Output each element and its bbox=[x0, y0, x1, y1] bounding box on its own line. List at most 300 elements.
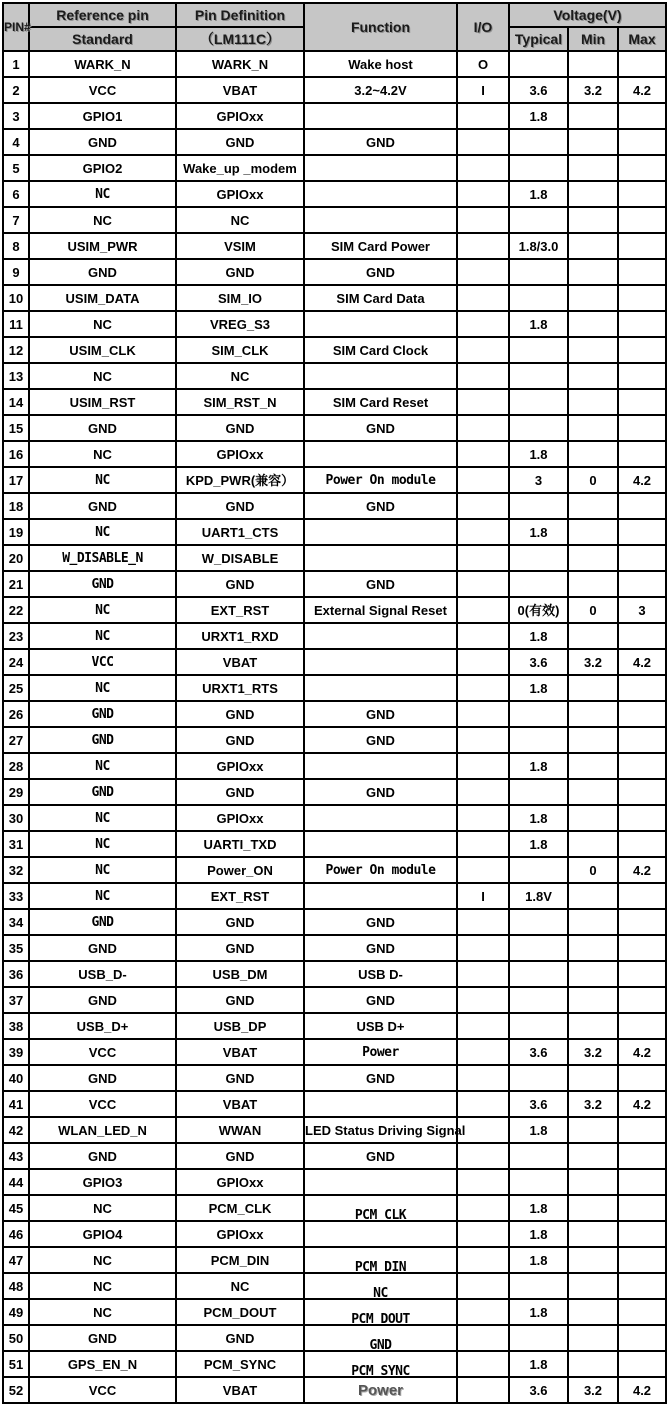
cell-typical bbox=[509, 1325, 568, 1351]
cell-max bbox=[618, 129, 666, 155]
cell-text: 0 bbox=[589, 472, 597, 488]
cell-pin bbox=[3, 1221, 29, 1247]
cell-io bbox=[457, 103, 509, 129]
cell-text: 22 bbox=[8, 602, 24, 618]
cell-def bbox=[176, 415, 304, 441]
header-typical: Typical bbox=[509, 27, 568, 51]
cell-text: PCM_CLK bbox=[354, 1208, 407, 1223]
cell-min bbox=[568, 571, 618, 597]
cell-min bbox=[568, 649, 618, 675]
cell-ref bbox=[29, 571, 176, 597]
cell-max bbox=[618, 1299, 666, 1325]
table-row bbox=[3, 259, 666, 285]
cell-ref bbox=[29, 597, 176, 623]
cell-text: USB D- bbox=[358, 966, 403, 982]
cell-def bbox=[176, 545, 304, 571]
cell-io bbox=[457, 675, 509, 701]
cell-max bbox=[618, 805, 666, 831]
cell-text: VBAT bbox=[222, 82, 258, 98]
cell-max bbox=[618, 363, 666, 389]
cell-text: GND bbox=[88, 1148, 117, 1164]
cell-ref bbox=[29, 259, 176, 285]
cell-text: GPIOxx bbox=[216, 186, 264, 202]
cell-text: GND bbox=[91, 577, 114, 592]
cell-text: Power bbox=[362, 1045, 399, 1060]
cell-text: USB_D+ bbox=[76, 1018, 129, 1034]
cell-max bbox=[618, 233, 666, 259]
cell-typical bbox=[509, 155, 568, 181]
cell-def bbox=[176, 103, 304, 129]
cell-max bbox=[618, 857, 666, 883]
cell-text: NC bbox=[230, 212, 250, 228]
cell-ref bbox=[29, 441, 176, 467]
cell-text: 4 bbox=[12, 134, 20, 150]
cell-text: 43 bbox=[8, 1148, 24, 1164]
cell-text: 47 bbox=[8, 1252, 24, 1268]
cell-typical bbox=[509, 181, 568, 207]
cell-min bbox=[568, 831, 618, 857]
cell-text: GND bbox=[91, 915, 114, 930]
cell-func bbox=[304, 753, 457, 779]
cell-text: GND bbox=[225, 498, 255, 514]
cell-text: NC bbox=[95, 681, 110, 696]
cell-pin bbox=[3, 77, 29, 103]
cell-text: 3.2~4.2V bbox=[354, 82, 407, 98]
cell-text: USB_DM bbox=[212, 966, 268, 982]
cell-ref bbox=[29, 233, 176, 259]
cell-text: GND bbox=[225, 134, 255, 150]
cell-max bbox=[618, 1377, 666, 1403]
cell-text: Power_ON bbox=[207, 862, 273, 878]
cell-pin bbox=[3, 493, 29, 519]
cell-def bbox=[176, 909, 304, 935]
cell-func bbox=[304, 701, 457, 727]
cell-text: 3 bbox=[534, 472, 543, 488]
cell-def bbox=[176, 1351, 304, 1377]
cell-io bbox=[457, 51, 509, 77]
cell-pin bbox=[3, 155, 29, 181]
cell-text: W_DISABLE_N bbox=[62, 551, 143, 566]
cell-max bbox=[618, 1221, 666, 1247]
cell-pin bbox=[3, 571, 29, 597]
cell-func bbox=[304, 987, 457, 1013]
cell-max bbox=[618, 1169, 666, 1195]
cell-text: 1.8 bbox=[529, 836, 548, 852]
cell-io bbox=[457, 649, 509, 675]
cell-def bbox=[176, 155, 304, 181]
cell-max bbox=[618, 987, 666, 1013]
cell-text: 4.2 bbox=[632, 82, 652, 98]
cell-text: GND bbox=[225, 1148, 255, 1164]
table-row bbox=[3, 415, 666, 441]
header-max: Max bbox=[618, 27, 666, 51]
cell-max bbox=[618, 1143, 666, 1169]
cell-text: Power On module bbox=[325, 863, 436, 878]
cell-ref bbox=[29, 1039, 176, 1065]
cell-typical bbox=[509, 935, 568, 961]
cell-pin bbox=[3, 1065, 29, 1091]
table-row bbox=[3, 207, 666, 233]
cell-text: 39 bbox=[8, 1044, 24, 1060]
cell-io bbox=[457, 363, 509, 389]
cell-func bbox=[304, 363, 457, 389]
cell-text: PCM_SYNC bbox=[351, 1364, 410, 1379]
cell-text: NC bbox=[373, 1286, 388, 1301]
cell-max bbox=[618, 389, 666, 415]
cell-text: Power bbox=[357, 1381, 403, 1399]
cell-ref bbox=[29, 727, 176, 753]
cell-min bbox=[568, 285, 618, 311]
cell-pin bbox=[3, 909, 29, 935]
cell-text: PCM_DOUT bbox=[351, 1312, 410, 1327]
cell-text: 44 bbox=[8, 1174, 24, 1190]
cell-text: NC bbox=[95, 473, 110, 488]
cell-typical bbox=[509, 493, 568, 519]
cell-ref bbox=[29, 1091, 176, 1117]
cell-min bbox=[568, 1039, 618, 1065]
cell-text: SIM Card Clock bbox=[332, 342, 429, 358]
cell-pin bbox=[3, 519, 29, 545]
table-row bbox=[3, 1377, 666, 1403]
cell-ref bbox=[29, 1013, 176, 1039]
cell-max bbox=[618, 155, 666, 181]
table-row bbox=[3, 77, 666, 103]
cell-min bbox=[568, 597, 618, 623]
cell-func bbox=[304, 571, 457, 597]
cell-io bbox=[457, 1351, 509, 1377]
cell-ref bbox=[29, 1117, 176, 1143]
cell-text: 49 bbox=[8, 1304, 24, 1320]
cell-pin bbox=[3, 337, 29, 363]
cell-max bbox=[618, 103, 666, 129]
cell-def bbox=[176, 961, 304, 987]
cell-min bbox=[568, 1143, 618, 1169]
table-row bbox=[3, 831, 666, 857]
cell-pin bbox=[3, 1273, 29, 1299]
cell-min bbox=[568, 701, 618, 727]
cell-max bbox=[618, 961, 666, 987]
cell-func bbox=[304, 1065, 457, 1091]
cell-text: GPIO3 bbox=[82, 1174, 123, 1190]
cell-text: GND bbox=[225, 992, 255, 1008]
cell-text: 3.2 bbox=[583, 82, 603, 98]
cell-typical bbox=[509, 987, 568, 1013]
cell-min bbox=[568, 51, 618, 77]
cell-min bbox=[568, 883, 618, 909]
cell-func bbox=[304, 129, 457, 155]
cell-text: GND bbox=[366, 576, 395, 592]
cell-text: NC bbox=[95, 603, 110, 618]
cell-typical bbox=[509, 1169, 568, 1195]
cell-pin bbox=[3, 103, 29, 129]
cell-text: 6 bbox=[12, 186, 20, 202]
table-row bbox=[3, 883, 666, 909]
cell-io bbox=[457, 909, 509, 935]
cell-io bbox=[457, 181, 509, 207]
cell-text: 48 bbox=[8, 1278, 24, 1294]
cell-func bbox=[304, 519, 457, 545]
cell-min bbox=[568, 493, 618, 519]
cell-ref bbox=[29, 805, 176, 831]
cell-text: GND bbox=[225, 420, 255, 436]
cell-text: 40 bbox=[8, 1070, 24, 1086]
cell-pin bbox=[3, 935, 29, 961]
cell-text: 19 bbox=[8, 524, 24, 540]
cell-ref bbox=[29, 623, 176, 649]
cell-text: GPIO4 bbox=[82, 1226, 123, 1242]
cell-text: GND bbox=[225, 732, 255, 748]
cell-def bbox=[176, 1039, 304, 1065]
cell-ref bbox=[29, 1377, 176, 1403]
cell-ref bbox=[29, 493, 176, 519]
cell-ref bbox=[29, 181, 176, 207]
cell-min bbox=[568, 441, 618, 467]
cell-def bbox=[176, 727, 304, 753]
cell-min bbox=[568, 415, 618, 441]
cell-text: NC bbox=[230, 368, 250, 384]
cell-text: NC bbox=[95, 187, 110, 202]
cell-func bbox=[304, 1221, 457, 1247]
table-row bbox=[3, 1143, 666, 1169]
cell-min bbox=[568, 857, 618, 883]
cell-typical bbox=[509, 1221, 568, 1247]
cell-ref bbox=[29, 1247, 176, 1273]
table-row bbox=[3, 649, 666, 675]
cell-text: EXT_RST bbox=[210, 888, 270, 904]
cell-io bbox=[457, 155, 509, 181]
cell-pin bbox=[3, 1169, 29, 1195]
cell-max bbox=[618, 1039, 666, 1065]
cell-def bbox=[176, 233, 304, 259]
cell-pin bbox=[3, 1013, 29, 1039]
cell-text: GND bbox=[366, 1070, 395, 1086]
cell-max bbox=[618, 1065, 666, 1091]
cell-text: NC bbox=[95, 811, 110, 826]
cell-typical bbox=[509, 701, 568, 727]
table-body bbox=[3, 51, 666, 1403]
cell-min bbox=[568, 337, 618, 363]
cell-text: GND bbox=[366, 1148, 395, 1164]
cell-def bbox=[176, 1117, 304, 1143]
cell-text: GND bbox=[366, 264, 395, 280]
cell-text: GND bbox=[88, 992, 117, 1008]
cell-text: URXT1_RXD bbox=[201, 628, 279, 644]
cell-func bbox=[304, 1247, 457, 1273]
cell-text: USB_D- bbox=[78, 966, 127, 982]
cell-pin bbox=[3, 727, 29, 753]
cell-text: 51 bbox=[8, 1356, 24, 1372]
cell-text: 11 bbox=[9, 316, 23, 332]
cell-io bbox=[457, 441, 509, 467]
cell-text: USIM_DATA bbox=[65, 290, 140, 306]
cell-min bbox=[568, 1013, 618, 1039]
cell-def bbox=[176, 1013, 304, 1039]
cell-ref bbox=[29, 389, 176, 415]
cell-def bbox=[176, 857, 304, 883]
cell-pin bbox=[3, 441, 29, 467]
cell-text: PCM_DIN bbox=[354, 1260, 407, 1275]
cell-text: External Signal Reset bbox=[314, 602, 447, 618]
header-voltage: Voltage(V) bbox=[509, 3, 666, 27]
cell-typical bbox=[509, 1377, 568, 1403]
cell-text: GND bbox=[366, 706, 395, 722]
cell-text: 1.8 bbox=[529, 1252, 548, 1268]
cell-io bbox=[457, 1247, 509, 1273]
cell-text: 13 bbox=[8, 368, 24, 384]
cell-func bbox=[304, 51, 457, 77]
cell-typical bbox=[509, 961, 568, 987]
cell-typical bbox=[509, 441, 568, 467]
cell-ref bbox=[29, 1299, 176, 1325]
cell-ref bbox=[29, 935, 176, 961]
cell-text: VCC bbox=[88, 1382, 117, 1398]
cell-text: 1.8 bbox=[529, 446, 548, 462]
cell-text: 27 bbox=[8, 732, 24, 748]
cell-io bbox=[457, 493, 509, 519]
cell-max bbox=[618, 1273, 666, 1299]
cell-text: 5 bbox=[12, 160, 20, 176]
cell-min bbox=[568, 909, 618, 935]
cell-ref bbox=[29, 1065, 176, 1091]
cell-min bbox=[568, 1065, 618, 1091]
cell-def bbox=[176, 987, 304, 1013]
cell-def bbox=[176, 1091, 304, 1117]
cell-text: GND bbox=[88, 1070, 117, 1086]
cell-text: NC bbox=[93, 1304, 112, 1320]
cell-func bbox=[304, 623, 457, 649]
cell-min bbox=[568, 805, 618, 831]
cell-def bbox=[176, 519, 304, 545]
cell-def bbox=[176, 805, 304, 831]
cell-def bbox=[176, 831, 304, 857]
cell-text: GND bbox=[225, 1330, 255, 1346]
cell-text: Wake_up _modem bbox=[183, 160, 297, 176]
cell-io bbox=[457, 1169, 509, 1195]
table-row bbox=[3, 987, 666, 1013]
cell-ref bbox=[29, 987, 176, 1013]
cell-max bbox=[618, 259, 666, 285]
table-row bbox=[3, 623, 666, 649]
cell-def bbox=[176, 77, 304, 103]
cell-text: NC bbox=[95, 837, 110, 852]
cell-text: LED Status Driving Signal bbox=[305, 1122, 466, 1138]
cell-def bbox=[176, 337, 304, 363]
cell-io bbox=[457, 571, 509, 597]
cell-typical bbox=[509, 1117, 568, 1143]
cell-pin bbox=[3, 311, 29, 337]
cell-text: 15 bbox=[8, 420, 24, 436]
cell-pin bbox=[3, 1247, 29, 1273]
table-row bbox=[3, 571, 666, 597]
cell-io bbox=[457, 987, 509, 1013]
cell-text: 35 bbox=[8, 940, 24, 956]
cell-typical bbox=[509, 779, 568, 805]
cell-max bbox=[618, 415, 666, 441]
cell-max bbox=[618, 597, 666, 623]
cell-typical bbox=[509, 857, 568, 883]
cell-text: 4.2 bbox=[632, 1382, 652, 1398]
cell-io bbox=[457, 129, 509, 155]
cell-io bbox=[457, 1299, 509, 1325]
header-standard: Standard bbox=[29, 27, 176, 51]
cell-text: 46 bbox=[8, 1226, 24, 1242]
cell-text: 1.8V bbox=[525, 888, 552, 904]
table-row bbox=[3, 857, 666, 883]
cell-def bbox=[176, 1247, 304, 1273]
cell-max bbox=[618, 1325, 666, 1351]
table-row bbox=[3, 51, 666, 77]
cell-text: Power On module bbox=[325, 473, 436, 488]
cell-ref bbox=[29, 311, 176, 337]
cell-ref bbox=[29, 467, 176, 493]
cell-min bbox=[568, 779, 618, 805]
cell-io bbox=[457, 805, 509, 831]
cell-min bbox=[568, 259, 618, 285]
cell-max bbox=[618, 779, 666, 805]
cell-text: 10 bbox=[8, 290, 24, 306]
cell-text: PCM_CLK bbox=[208, 1200, 272, 1216]
cell-text: NC bbox=[93, 1252, 112, 1268]
table-row bbox=[3, 675, 666, 701]
cell-text: USB D+ bbox=[356, 1018, 405, 1034]
cell-min bbox=[568, 987, 618, 1013]
cell-min bbox=[568, 1273, 618, 1299]
cell-func bbox=[304, 597, 457, 623]
cell-text: 29 bbox=[8, 784, 24, 800]
table-row bbox=[3, 363, 666, 389]
cell-typical bbox=[509, 467, 568, 493]
cell-max bbox=[618, 1117, 666, 1143]
table-row bbox=[3, 1221, 666, 1247]
cell-text: 34 bbox=[8, 914, 24, 930]
cell-io bbox=[457, 753, 509, 779]
cell-func bbox=[304, 1273, 457, 1299]
table-row bbox=[3, 961, 666, 987]
table-row bbox=[3, 1247, 666, 1273]
cell-func bbox=[304, 233, 457, 259]
table-row bbox=[3, 1195, 666, 1221]
cell-io bbox=[457, 77, 509, 103]
header-pin: PIN# bbox=[3, 3, 29, 51]
cell-min bbox=[568, 961, 618, 987]
cell-ref bbox=[29, 675, 176, 701]
cell-text: 3.6 bbox=[529, 654, 548, 670]
cell-def bbox=[176, 51, 304, 77]
cell-min bbox=[568, 1377, 618, 1403]
cell-max bbox=[618, 337, 666, 363]
cell-pin bbox=[3, 207, 29, 233]
cell-text: W_DISABLE bbox=[201, 550, 279, 566]
cell-ref bbox=[29, 103, 176, 129]
cell-text: 3.6 bbox=[529, 82, 548, 98]
cell-min bbox=[568, 1221, 618, 1247]
cell-text: GPIOxx bbox=[216, 446, 264, 462]
cell-text: VREG_S3 bbox=[210, 316, 270, 332]
cell-min bbox=[568, 1117, 618, 1143]
cell-text: 3.6 bbox=[529, 1096, 548, 1112]
cell-text: 3.6 bbox=[529, 1044, 548, 1060]
cell-func bbox=[304, 103, 457, 129]
cell-func bbox=[304, 155, 457, 181]
cell-min bbox=[568, 233, 618, 259]
cell-text: 33 bbox=[8, 888, 24, 904]
table-row bbox=[3, 1169, 666, 1195]
cell-io bbox=[457, 233, 509, 259]
table-row bbox=[3, 909, 666, 935]
cell-def bbox=[176, 1377, 304, 1403]
cell-text: GND bbox=[366, 940, 395, 956]
cell-func bbox=[304, 493, 457, 519]
